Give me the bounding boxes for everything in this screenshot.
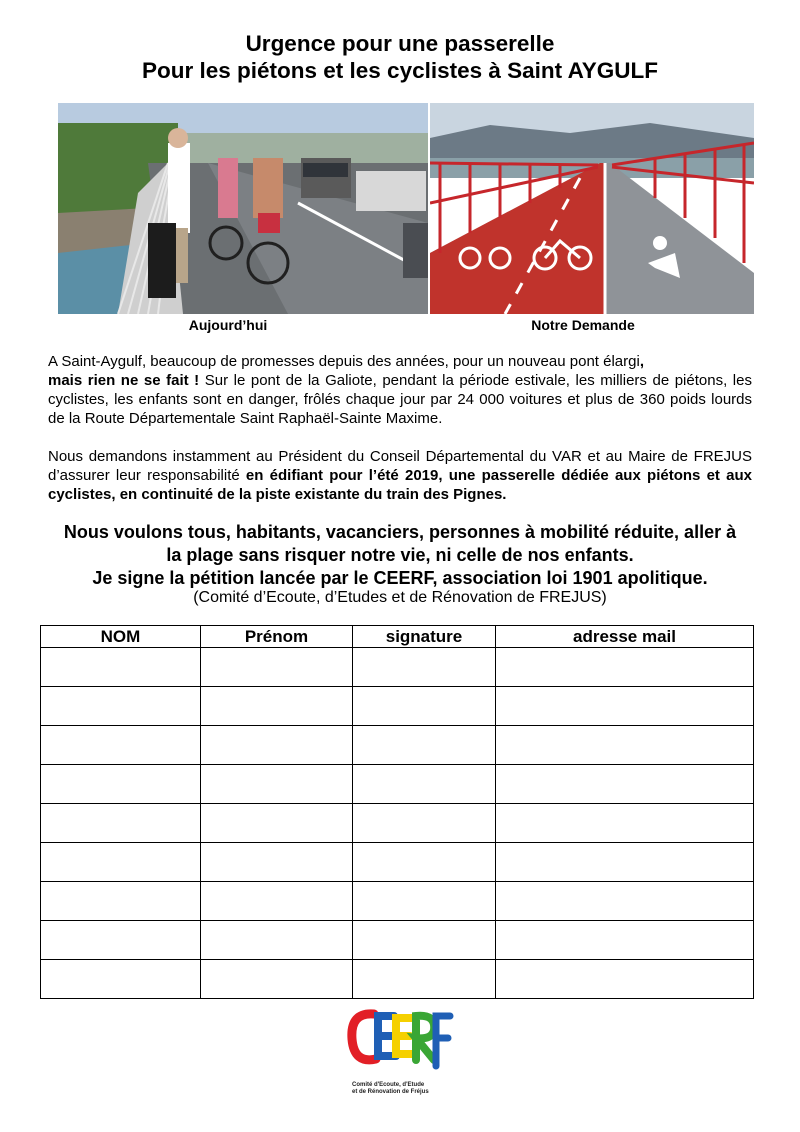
- signature-row: [41, 726, 754, 765]
- nom-cell[interactable]: [41, 882, 201, 921]
- email-cell[interactable]: [496, 882, 754, 921]
- signature-cell[interactable]: [353, 843, 496, 882]
- nom-cell[interactable]: [41, 765, 201, 804]
- callout-line-3: Je signe la pétition lancée par le CEERF, association loi 1901 apolitique.: [92, 568, 708, 588]
- email-cell[interactable]: [496, 726, 754, 765]
- email-cell[interactable]: [496, 804, 754, 843]
- ceerf-logo-letters: [344, 1004, 456, 1074]
- column-header-signature: signature: [353, 626, 496, 648]
- signature-cell[interactable]: [353, 960, 496, 999]
- signature-cell[interactable]: [353, 765, 496, 804]
- nom-cell[interactable]: [41, 921, 201, 960]
- prenom-cell[interactable]: [201, 687, 353, 726]
- logo-caption-line-2: et de Rénovation de Fréjus: [352, 1089, 429, 1095]
- photo-caption-today: Aujourd’hui: [188, 317, 268, 333]
- signature-table-header: [41, 626, 754, 648]
- signature-row: [41, 843, 754, 882]
- signature-cell[interactable]: [353, 648, 496, 687]
- paragraph-situation: [48, 352, 752, 428]
- paragraph-situation-text-2: Sur le pont de la Galiote, pendant la période estivale, les milliers de piétons, les cyclistes, les enfants sont en danger, frôlés chaque jour par 24 000 voitures et plus de 360 poids lourds de la Route Départementale Saint Raphaël-Sainte Maxime.: [48, 372, 752, 427]
- prenom-cell[interactable]: [201, 726, 353, 765]
- signature-cell[interactable]: [353, 726, 496, 765]
- nom-cell[interactable]: [41, 843, 201, 882]
- paragraph-situation-text: A Saint-Aygulf, beaucoup de promesses depuis des années, pour un nouveau pont élargi: [48, 353, 640, 370]
- column-header-prenom: Prénom: [201, 626, 353, 648]
- paragraph-demand-text: Nous demandons instamment au Président du Conseil Départemental du VAR et au Maire de FREJUS d’assurer leur responsabilité: [48, 448, 752, 484]
- page-subtitle: Pour les piétons et les cyclistes à Saint AYGULF: [141, 58, 659, 83]
- column-header-nom: NOM: [41, 626, 201, 648]
- email-cell[interactable]: [496, 648, 754, 687]
- signature-row: [41, 804, 754, 843]
- ceerf-logo: [340, 1000, 460, 1110]
- email-cell[interactable]: [496, 687, 754, 726]
- signature-row: [41, 960, 754, 999]
- nom-cell[interactable]: [41, 648, 201, 687]
- paragraph-situation-bold: mais rien ne se fait !: [48, 372, 200, 389]
- email-cell[interactable]: [496, 765, 754, 804]
- nom-cell[interactable]: [41, 804, 201, 843]
- prenom-cell[interactable]: [201, 843, 353, 882]
- signature-table: [40, 625, 754, 999]
- logo-caption-line-1: Comité d'Ecoute, d'Etude: [352, 1082, 425, 1088]
- signature-cell[interactable]: [353, 687, 496, 726]
- email-cell[interactable]: [496, 960, 754, 999]
- signature-row: [41, 921, 754, 960]
- nom-cell[interactable]: [41, 687, 201, 726]
- email-cell[interactable]: [496, 843, 754, 882]
- nom-cell[interactable]: [41, 726, 201, 765]
- paragraph-situation-comma: ,: [639, 353, 644, 370]
- prenom-cell[interactable]: [201, 804, 353, 843]
- paragraph-demand: [48, 447, 752, 504]
- prenom-cell[interactable]: [201, 960, 353, 999]
- callout-association-name: (Comité d’Ecoute, d’Etudes et de Rénovation de FREJUS): [193, 589, 607, 606]
- prenom-cell[interactable]: [201, 882, 353, 921]
- prenom-cell[interactable]: [201, 921, 353, 960]
- callout-line-2: la plage sans risquer notre vie, ni celle de nos enfants.: [166, 545, 634, 565]
- signature-row: [41, 765, 754, 804]
- email-cell[interactable]: [496, 921, 754, 960]
- page-title: Urgence pour une passerelle: [245, 31, 555, 56]
- prenom-cell[interactable]: [201, 648, 353, 687]
- callout-line-1: Nous voulons tous, habitants, vacanciers, personnes à mobilité réduite, aller à: [63, 522, 737, 542]
- prenom-cell[interactable]: [201, 765, 353, 804]
- nom-cell[interactable]: [41, 960, 201, 999]
- signature-cell[interactable]: [353, 804, 496, 843]
- photo-requested-footbridge: [430, 103, 754, 314]
- signature-cell[interactable]: [353, 921, 496, 960]
- column-header-email: adresse mail: [496, 626, 754, 648]
- signature-row: [41, 687, 754, 726]
- photo-caption-request: Notre Demande: [531, 317, 635, 333]
- paragraph-demand-bold: en édifiant pour l’été 2019, une passerelle dédiée aux piétons et aux cyclistes, en continuité de la piste existante du train des Pignes.: [48, 467, 752, 503]
- signature-cell[interactable]: [353, 882, 496, 921]
- photo-current-bridge: [58, 103, 428, 314]
- signature-row: [41, 648, 754, 687]
- signature-row: [41, 882, 754, 921]
